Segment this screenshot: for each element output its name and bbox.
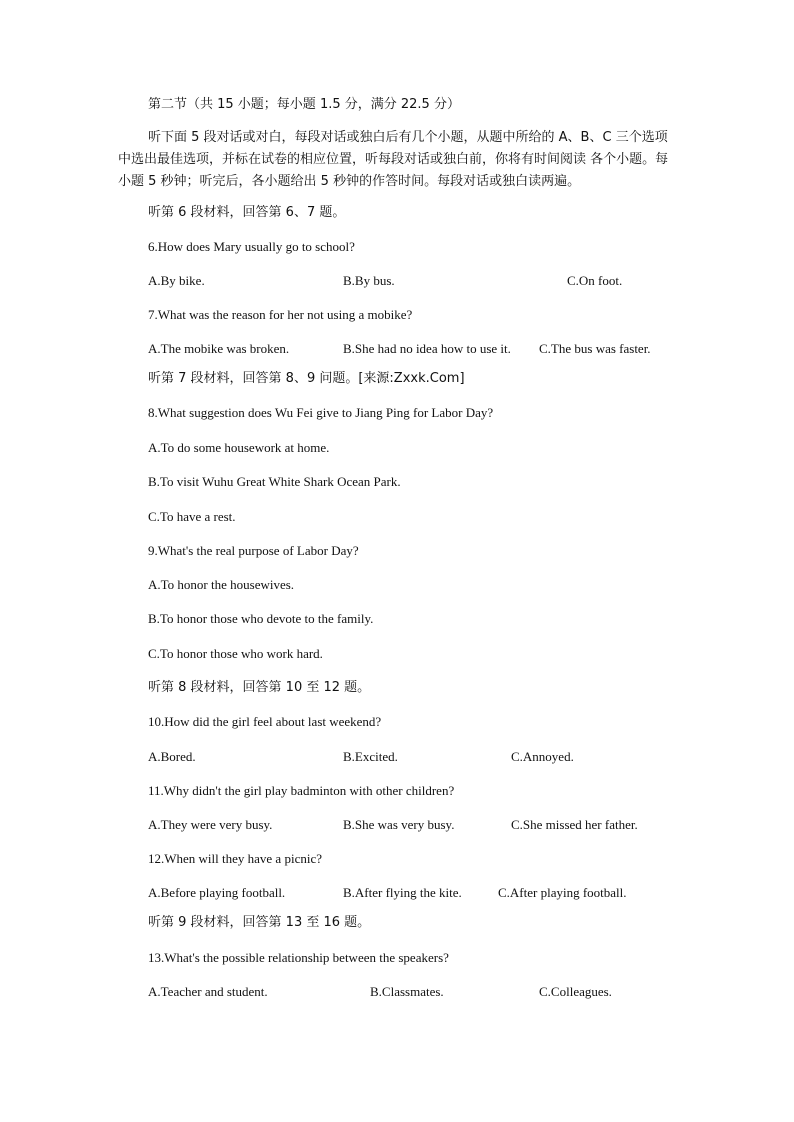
option-c[interactable]: C.She missed her father. bbox=[511, 817, 638, 832]
option-a[interactable]: A.To honor the housewives. bbox=[148, 577, 295, 592]
option-a[interactable]: A.Before playing football. bbox=[148, 885, 286, 900]
option-b[interactable]: B.Classmates. bbox=[370, 984, 444, 999]
option-c[interactable]: C.After playing football. bbox=[498, 885, 627, 900]
question-stem: 11.Why didn't the girl play badminton with other children? bbox=[148, 783, 455, 798]
question-stem: 8.What suggestion does Wu Fei give to Jiang Ping for Labor Day? bbox=[148, 405, 494, 420]
question-stem: 6.How does Mary usually go to school? bbox=[148, 239, 355, 254]
option-a[interactable]: A.By bike. bbox=[148, 273, 205, 288]
option-c[interactable]: C.On foot. bbox=[567, 273, 623, 288]
option-b[interactable]: B.To visit Wuhu Great White Shark Ocean Park. bbox=[148, 474, 401, 489]
option-b[interactable]: B.She had no idea how to use it. bbox=[343, 341, 511, 356]
group-header: 听第 6 段材料，回答第 6、7 题。 bbox=[148, 205, 346, 220]
question-stem: 13.What's the possible relationship between the speakers? bbox=[148, 950, 449, 965]
option-a[interactable]: A.To do some housework at home. bbox=[148, 440, 330, 455]
group-header: 听第 8 段材料，回答第 10 至 12 题。 bbox=[148, 680, 371, 695]
option-c[interactable]: C.Annoyed. bbox=[511, 749, 574, 764]
option-c[interactable]: C.To have a rest. bbox=[148, 509, 236, 524]
question-stem: 9.What's the real purpose of Labor Day? bbox=[148, 543, 359, 558]
group-header: 听第 7 段材料，回答第 8、9 问题。[来源:Zxxk.Com] bbox=[148, 371, 465, 386]
option-c[interactable]: C.The bus was faster. bbox=[539, 341, 651, 356]
option-b[interactable]: B.To honor those who devote to the family. bbox=[148, 611, 374, 626]
option-a[interactable]: A.Bored. bbox=[148, 749, 196, 764]
option-c[interactable]: C.To honor those who work hard. bbox=[148, 646, 323, 661]
option-b[interactable]: B.After flying the kite. bbox=[343, 885, 462, 900]
question-stem: 12.When will they have a picnic? bbox=[148, 851, 322, 866]
option-a[interactable]: A.Teacher and student. bbox=[148, 984, 268, 999]
question-stem: 7.What was the reason for her not using a mobike? bbox=[148, 307, 413, 322]
option-b[interactable]: B.She was very busy. bbox=[343, 817, 455, 832]
option-a[interactable]: A.The mobike was broken. bbox=[148, 341, 290, 356]
option-b[interactable]: B.Excited. bbox=[343, 749, 398, 764]
option-c[interactable]: C.Colleagues. bbox=[539, 984, 612, 999]
section-title: 第二节（共 15 小题；每小题 1.5 分，满分 22.5 分） bbox=[148, 97, 460, 112]
option-b[interactable]: B.By bus. bbox=[343, 273, 395, 288]
option-a[interactable]: A.They were very busy. bbox=[148, 817, 273, 832]
section-instructions: 听下面 5 段对话或对白，每段对话或独白后有几个小题，从题中所给的 A、B、C 三个选项中选出最佳选项，并标在试卷的相应位置，听每段对话或独白前，你将有时间阅读 各个小题。每小题 5 秒钟；听完后，各小题给出 5 秒钟的作答时间。每段对话或独白读两遍。 bbox=[118, 130, 669, 189]
group-header: 听第 9 段材料，回答第 13 至 16 题。 bbox=[148, 915, 371, 930]
question-stem: 10.How did the girl feel about last weekend? bbox=[148, 714, 382, 729]
